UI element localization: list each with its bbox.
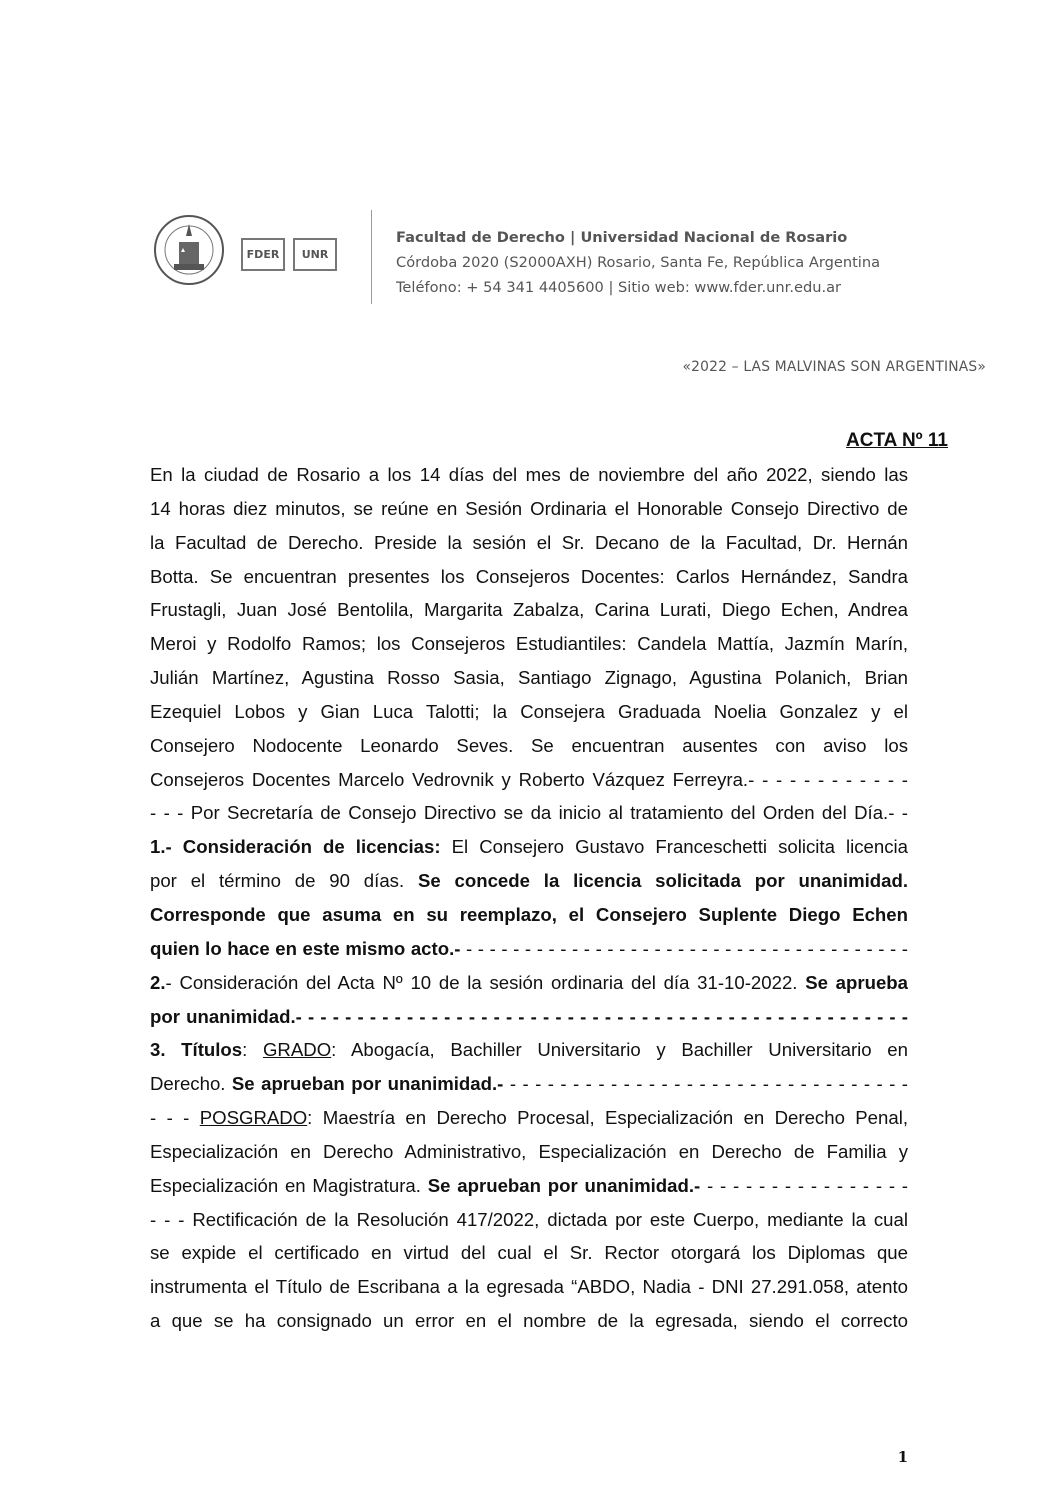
body-line: Meroi y Rodolfo Ramos; los Consejeros Estudiantiles: Candela Mattía, Jazmín Marín, (150, 633, 908, 655)
body-line (150, 1169, 908, 1203)
text-run: Especialización en Magistratura. (150, 1174, 428, 1196)
dash-fill: - - - - - - - - - - - - - - - - (700, 1174, 908, 1196)
body-line: - - - Por Secretaría de Consejo Directivo se da inicio al tratamiento del Orden del Día.- - (150, 802, 908, 824)
resolution-text: Se aprueban por unanimidad.- (231, 1073, 504, 1095)
dash-fill: - - - (150, 1107, 200, 1129)
text-run: El Consejero Gustavo Franceschetti solicita licencia (440, 836, 908, 858)
section-number: 2. (150, 971, 166, 993)
unr-logo: UNR (293, 238, 337, 271)
institution-name: Facultad de Derecho | Universidad Nacional de Rosario (396, 229, 848, 246)
body-line (150, 898, 908, 932)
body-line: Frustagli, Juan José Bentolila, Margarita Zabalza, Carina Lurati, Diego Echen, Andrea (150, 599, 908, 621)
body-line: instrumenta el Título de Escribana a la egresada “ABDO, Nadia - DNI 27.291.058, atento (150, 1276, 908, 1298)
institution-address: Córdoba 2020 (S2000AXH) Rosario, Santa Fe, República Argentina (396, 254, 881, 271)
text-run: : Abogacía, Bachiller Universitario y Bachiller Universitario en (331, 1039, 908, 1061)
resolution-text: Se aprueba (805, 971, 908, 993)
body-line (150, 830, 908, 864)
fder-logo: FDER (241, 238, 285, 271)
section-heading: 3. Títulos (150, 1039, 243, 1061)
institution-contact: Teléfono: + 54 341 4405600 | Sitio web: www.fder.unr.edu.ar (396, 279, 842, 296)
body-line: Consejero Nodocente Leonardo Seves. Se encuentran ausentes con aviso los (150, 734, 908, 756)
body-line: a que se ha consignado un error en el nombre de la egresada, siendo el correcto (150, 1310, 908, 1332)
body-line: Especialización en Derecho Administrativo, Especialización en Derecho de Familia y (150, 1140, 908, 1162)
resolution-text: Se aprueban por unanimidad.- (427, 1174, 701, 1196)
resolution-text: Corresponde que asuma en su reemplazo, el Consejero Suplente Diego Echen (150, 903, 908, 925)
page-number: 1 (897, 1448, 908, 1466)
body-line: se expide el certificado en virtud del cual el Sr. Rector otorgará los Diplomas que (150, 1242, 908, 1264)
letterhead (396, 225, 880, 300)
category-label: GRADO (262, 1039, 332, 1061)
resolution-text: quien lo hace en este mismo acto.- (150, 937, 461, 959)
body-line: 14 horas diez minutos, se reúne en Sesión Ordinaria el Honorable Consejo Directivo de (150, 497, 908, 519)
body-line: En la ciudad de Rosario a los 14 días del mes de noviembre del año 2022, siendo las (150, 464, 908, 485)
text-run: : Maestría en Derecho Procesal, Especialización en Derecho Penal, (307, 1107, 908, 1129)
text-run: : (242, 1039, 263, 1061)
acta-body (150, 458, 908, 1338)
category-label: POSGRADO (199, 1107, 308, 1129)
body-line: Ezequiel Lobos y Gian Luca Talotti; la Consejera Graduada Noelia Gonzalez y el (150, 700, 908, 722)
header-divider (371, 210, 372, 304)
document-title: ACTA Nº 11 (846, 430, 948, 451)
section-heading: 1.- Consideración de licencias: (150, 836, 441, 858)
text-run: por el término de 90 días. (150, 870, 418, 892)
body-line: la Facultad de Derecho. Preside la sesión el Sr. Decano de la Facultad, Dr. Hernán (150, 531, 908, 553)
body-line (150, 932, 908, 966)
body-line: Botta. Se encuentran presentes los Consejeros Docentes: Carlos Hernández, Sandra (150, 565, 908, 587)
text-run: Derecho. (150, 1073, 232, 1095)
motto: «2022 – LAS MALVINAS SON ARGENTINAS» (682, 359, 986, 375)
text-run: - Consideración del Acta Nº 10 de la sesión ordinaria del día 31-10-2022. (165, 971, 806, 993)
body-line (150, 1000, 908, 1034)
resolution-text: por unanimidad.- - - - - - - - - - - - - - - - - - - - - - - - - - - - - - - - - - - - - - - - - - - - - - - - - - (150, 1005, 908, 1027)
body-line: Julián Martínez, Agustina Rosso Sasia, Santiago Zignago, Agustina Polanich, Brian (150, 667, 908, 689)
body-line (150, 1033, 908, 1067)
resolution-text: Se concede la licencia solicitada por unanimidad. (417, 870, 908, 892)
dash-fill: - - - - - - - - - - - - - - - - - - - - - - - - - - - - - - - - (503, 1073, 908, 1095)
body-line: - - - Rectificación de la Resolución 417/2022, dictada por este Cuerpo, mediante la cual (150, 1208, 908, 1230)
body-line (150, 966, 908, 1000)
body-line (150, 1101, 908, 1135)
body-line (150, 1067, 908, 1101)
university-seal-logo (152, 212, 226, 294)
body-line: Consejeros Docentes Marcelo Vedrovnik y Roberto Vázquez Ferreyra.- - - - - - - - - - - - (150, 768, 908, 790)
body-line (150, 864, 908, 898)
dash-fill: - - - - - - - - - - - - - - - - - - - - - - - - - - - - - - - - - - - - - - (460, 937, 908, 959)
